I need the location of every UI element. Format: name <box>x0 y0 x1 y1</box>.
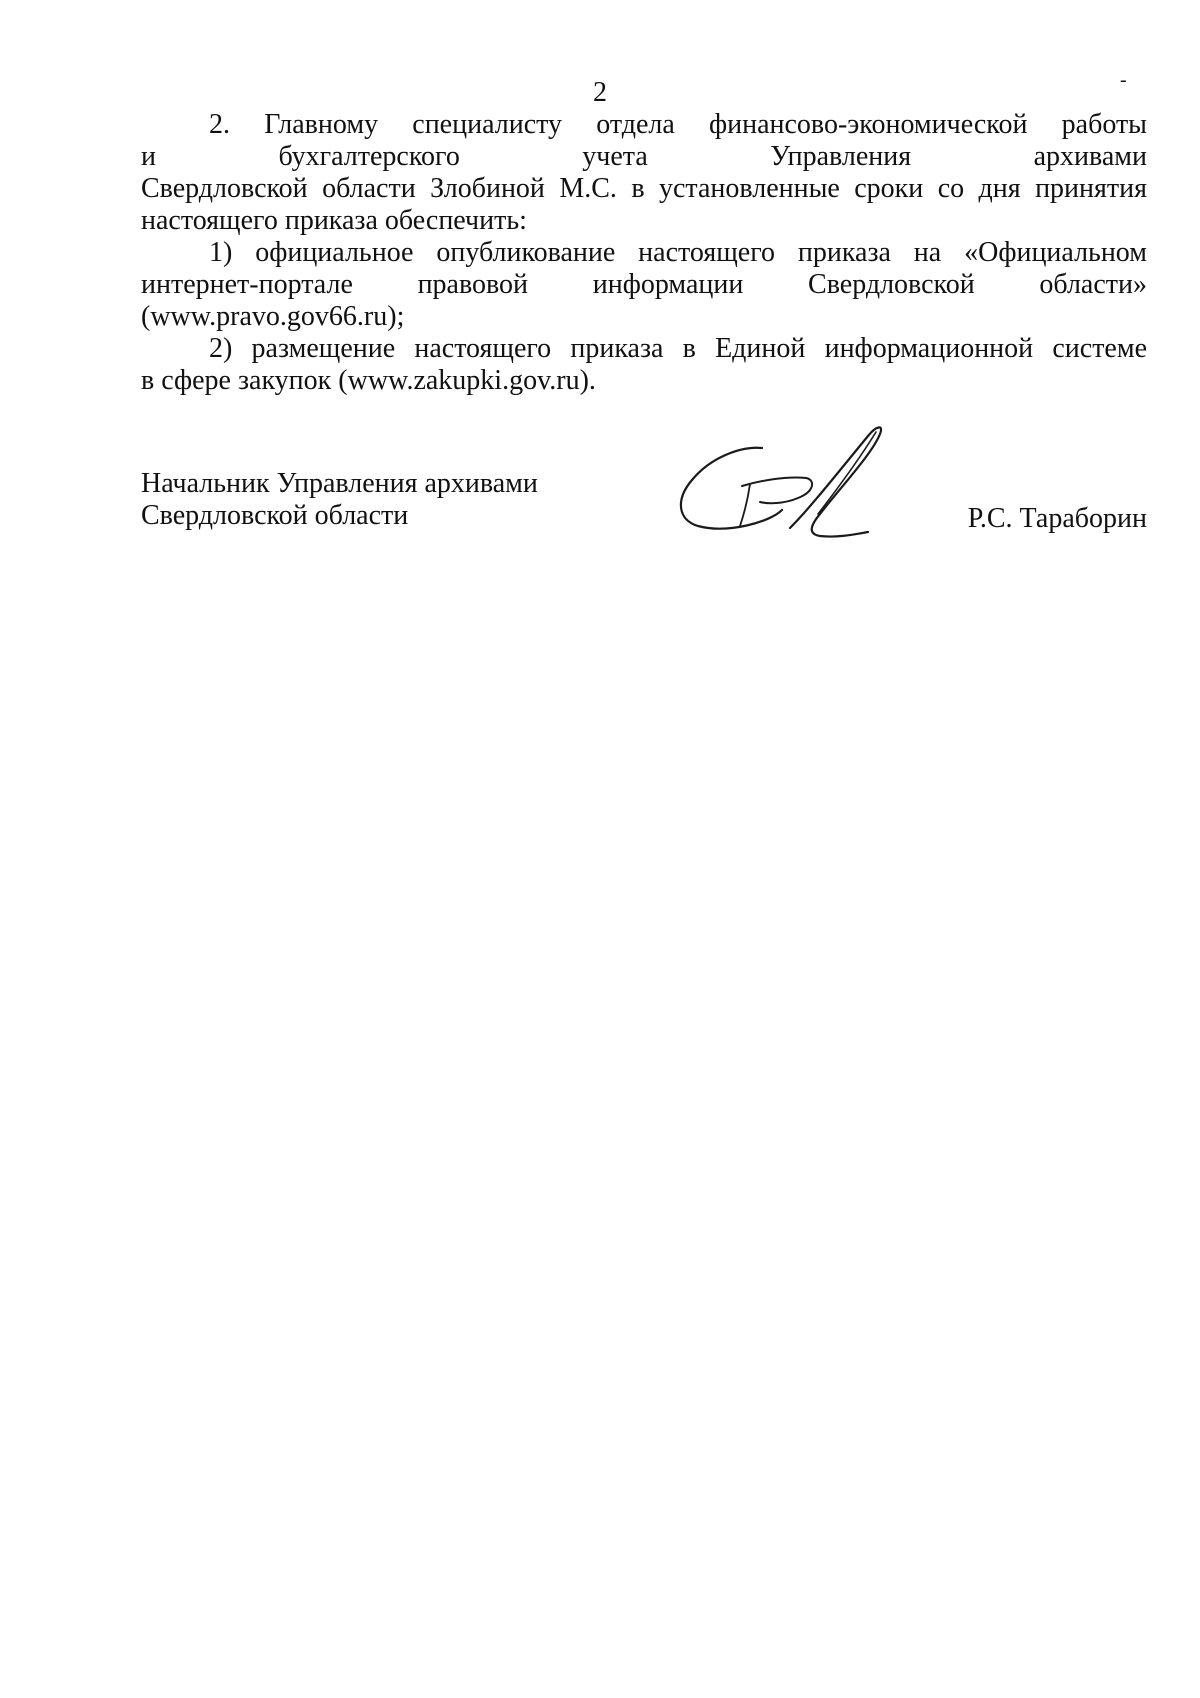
paragraph-line: в сфере закупок (www.zakupki.gov.ru). <box>141 365 596 396</box>
signature-stroke <box>681 448 782 529</box>
document-body <box>141 109 1147 397</box>
signature-stroke <box>740 484 750 526</box>
paragraph-line: интернет-портале правовой информации Свердловской области» <box>141 269 1147 300</box>
paragraph-publication <box>141 237 1147 333</box>
paragraph-line: 2) размещение настоящего приказа в Единой информационной системе <box>209 333 1147 364</box>
paragraph-line: (www.pravo.gov66.ru); <box>141 301 405 332</box>
paragraph-line: 1) официальное опубликование настоящего приказа на «Официальном <box>209 237 1147 268</box>
paragraph-assignment <box>141 109 1147 237</box>
page-number: 2 <box>593 77 607 108</box>
signature-stroke <box>790 427 881 536</box>
signature-stroke <box>818 432 876 514</box>
corner-mark: - <box>1120 69 1127 91</box>
signature-block <box>141 468 1147 548</box>
signature-stroke <box>742 477 812 503</box>
handwritten-signature <box>670 418 910 543</box>
paragraph-line: 2. Главному специалисту отдела финансово-экономической работы <box>209 109 1147 140</box>
paragraph-line: настоящего приказа обеспечить: <box>141 205 527 236</box>
signatory-position: Начальник Управления архивами <box>141 468 538 499</box>
signatory-organization: Свердловской области <box>141 500 409 531</box>
paragraph-line: и бухгалтерского учета Управления архивами <box>141 141 1147 172</box>
signatory-name: Р.С. Тараборин <box>967 503 1147 534</box>
paragraph-placement <box>141 333 1147 397</box>
paragraph-line: Свердловской области Злобиной М.С. в установленные сроки со дня принятия <box>141 173 1147 204</box>
